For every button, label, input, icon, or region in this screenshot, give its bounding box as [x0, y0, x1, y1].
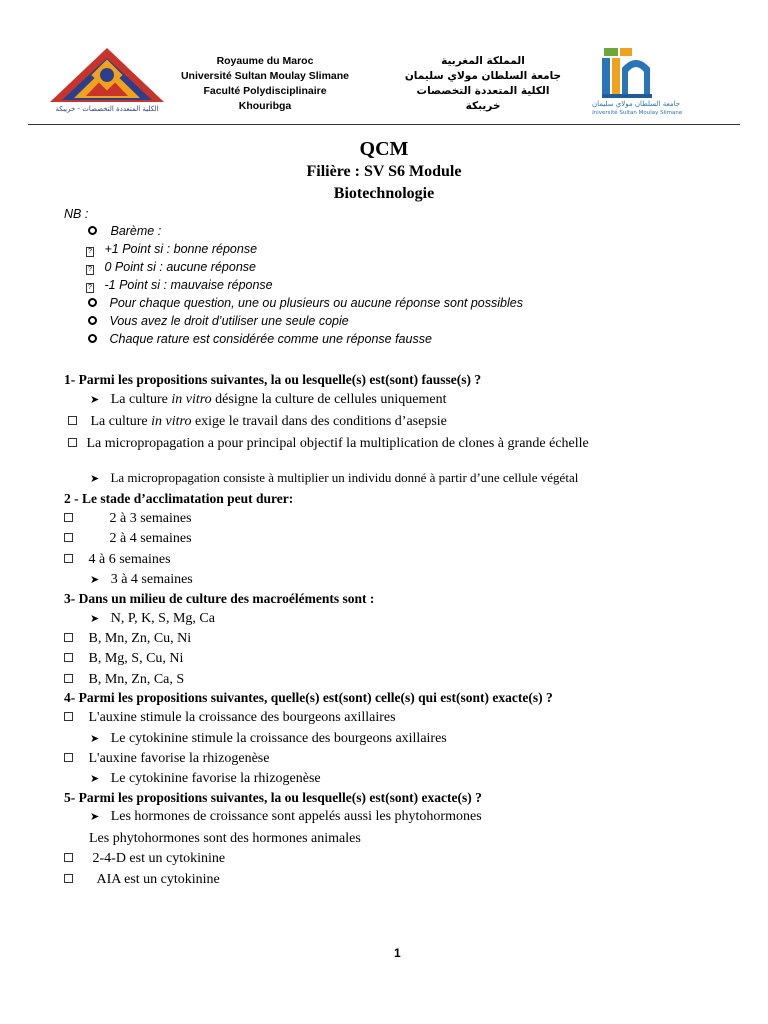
- q1-option-4: [90, 470, 578, 486]
- question-3: 3- Dans un milieu de culture des macroéléments sont :: [64, 591, 375, 606]
- checkbox-icon[interactable]: [64, 712, 73, 721]
- svg-text:الكلية المتعددة التخصصات - خري: الكلية المتعددة التخصصات - خريبكة: [55, 105, 159, 113]
- checkbox-icon[interactable]: [64, 554, 73, 563]
- q4-o3-text: L'auxine favorise la rhizogenèse: [88, 751, 270, 766]
- q2-option-1: [64, 511, 192, 527]
- question-1: 1- Parmi les propositions suivantes, la ou lesquelle(s) est(sont) fausse(s) ?: [64, 372, 482, 387]
- header-left-line-3: Faculté Polydisciplinaire: [203, 85, 327, 97]
- q2-option-2: [64, 531, 192, 547]
- checkbox-icon[interactable]: [64, 533, 73, 542]
- q5-o2-text: Les phytohormones sont des hormones animales: [89, 831, 361, 846]
- nb-zero-text: 0 Point si : aucune réponse: [104, 260, 256, 274]
- header-left-block: [170, 54, 360, 114]
- header-right-line-1: المملكة المغربية: [441, 55, 525, 67]
- q4-option-2: [90, 731, 447, 747]
- checkbox-icon[interactable]: [64, 753, 73, 762]
- checkbox-icon[interactable]: [64, 513, 73, 522]
- arrow-bullet-icon: ➤: [90, 574, 100, 586]
- nb-rule-1: [88, 296, 523, 310]
- header-right-block: [398, 54, 568, 114]
- unknown-glyph-icon: ?: [86, 283, 94, 293]
- faculty-logo: [42, 44, 172, 114]
- q5-option-3: [64, 851, 225, 867]
- q2-o3-text: 4 à 6 semaines: [88, 552, 171, 567]
- unknown-glyph-icon: ?: [86, 247, 94, 257]
- q3-option-3: [64, 651, 183, 667]
- nb-rule-3-text: Chaque rature est considérée comme une réponse fausse: [109, 332, 432, 346]
- title-module: Biotechnologie: [333, 185, 435, 202]
- nb-minus1: [86, 278, 273, 293]
- arrow-bullet-icon: ➤: [90, 733, 100, 745]
- page-number: 1: [394, 946, 401, 960]
- q1-option-3: [68, 436, 589, 452]
- q3-o2-text: B, Mn, Zn, Cu, Ni: [88, 631, 192, 646]
- q3-option-1: [90, 611, 215, 627]
- checkbox-icon[interactable]: [64, 874, 73, 883]
- header-rule: [28, 124, 740, 125]
- q4-o4-text: Le cytokinine favorise la rhizogenèse: [110, 771, 321, 786]
- q2-option-3: [64, 552, 171, 568]
- header-left-line-4: Khouribga: [238, 100, 292, 112]
- header-left-line-2: Université Sultan Moulay Slimane: [180, 70, 350, 82]
- q2-o1-text: 2 à 3 semaines: [109, 511, 192, 526]
- checkbox-icon[interactable]: [64, 653, 73, 662]
- q3-option-4: [64, 672, 184, 688]
- nb-zero: [86, 260, 256, 275]
- arrow-bullet-icon: ➤: [90, 394, 100, 406]
- unknown-glyph-icon: ?: [86, 265, 94, 275]
- q1-option-2: [68, 414, 447, 430]
- nb-rule-2-text: Vous avez le droit d’utiliser une seule copie: [109, 314, 349, 328]
- arrow-bullet-icon: ➤: [90, 613, 100, 625]
- page-title: QCM: [359, 138, 409, 160]
- q1-o2-c: exige le travail dans des conditions d’asepsie: [191, 414, 447, 429]
- arrow-bullet-icon: ➤: [90, 811, 100, 823]
- header-right-line-2: جامعة السلطان مولاي سليمان: [404, 70, 562, 82]
- nb-plus1: [86, 242, 257, 257]
- q4-option-1: [64, 710, 396, 726]
- bullet-circle-icon: [88, 298, 97, 307]
- header-right-line-3: الكلية المتعددة التخصصات: [416, 85, 550, 97]
- arrow-bullet-icon: ➤: [90, 773, 100, 785]
- nb-rule-2: [88, 314, 349, 328]
- nb-rule-1-text: Pour chaque question, une ou plusieurs ou aucune réponse sont possibles: [109, 296, 523, 310]
- q5-o3-text: 2-4-D est un cytokinine: [92, 851, 226, 866]
- q4-option-3: [64, 751, 269, 767]
- nb-bareme-text: Barème :: [110, 224, 162, 238]
- q2-o4-text: 3 à 4 semaines: [110, 572, 193, 587]
- q2-option-4: [90, 572, 193, 588]
- q5-option-1: [90, 809, 482, 825]
- q5-option-4: [64, 872, 220, 888]
- checkbox-icon[interactable]: [64, 633, 73, 642]
- nb-rule-3: [88, 332, 432, 346]
- q1-option-1: [90, 392, 446, 408]
- header-right-line-4: خريبكة: [465, 100, 501, 112]
- q4-o2-text: Le cytokinine stimule la croissance des bourgeons axillaires: [110, 731, 447, 746]
- bullet-circle-icon: [88, 316, 97, 325]
- q1-o2-a: La culture: [90, 414, 152, 429]
- question-4: 4- Parmi les propositions suivantes, quelle(s) est(sont) celle(s) qui est(sont) exacte(s) ?: [64, 690, 553, 705]
- checkbox-icon[interactable]: [64, 674, 73, 683]
- bullet-circle-icon: [88, 334, 97, 343]
- q5-o1-text: Les hormones de croissance sont appelés aussi les phytohormones: [110, 809, 482, 824]
- arrow-bullet-icon: ➤: [90, 473, 100, 485]
- q3-o3-text: B, Mg, S, Cu, Ni: [88, 651, 184, 666]
- svg-text:جامعة السلطان مولاي سليمان: جامعة السلطان مولاي سليمان: [592, 100, 681, 108]
- nb-label: NB :: [64, 207, 89, 221]
- checkbox-icon[interactable]: [68, 416, 77, 425]
- header-left-line-1: Royaume du Maroc: [216, 55, 314, 67]
- q5-o4-text: AIA est un cytokinine: [96, 872, 220, 887]
- q1-o2-b: in vitro: [151, 414, 192, 429]
- q1-o3-text: La micropropagation a pour principal objectif la multiplication de clones à grande échelle: [86, 436, 589, 451]
- q5-option-2: [89, 831, 361, 847]
- bullet-circle-icon: [88, 226, 97, 235]
- q1-o1-a: La culture: [110, 392, 172, 407]
- title-filiere: Filière : SV S6 Module: [306, 163, 462, 180]
- svg-text:Université Sultan Moulay Slima: Université Sultan Moulay Slimane: [592, 110, 682, 116]
- nb-minus1-text: -1 Point si : mauvaise réponse: [104, 278, 273, 292]
- q1-o1-b: in vitro: [171, 392, 212, 407]
- q4-o1-text: L'auxine stimule la croissance des bourgeons axillaires: [88, 710, 396, 725]
- q3-option-2: [64, 631, 191, 647]
- q2-o2-text: 2 à 4 semaines: [109, 531, 192, 546]
- checkbox-icon[interactable]: [68, 438, 77, 447]
- university-logo: [592, 44, 682, 118]
- question-5: 5- Parmi les propositions suivantes, la ou lesquelle(s) est(sont) exacte(s) ?: [64, 790, 482, 805]
- q3-o1-text: N, P, K, S, Mg, Ca: [110, 611, 215, 626]
- nb-bareme: [88, 224, 161, 238]
- q1-o1-c: désigne la culture de cellules uniquement: [211, 392, 447, 407]
- question-2: 2 - Le stade d’acclimatation peut durer:: [64, 491, 294, 506]
- q4-option-4: [90, 771, 321, 787]
- q1-o4-text: La micropropagation consiste à multiplier un individu donné à partir d’une cellule végétal: [110, 470, 579, 485]
- nb-plus1-text: +1 Point si : bonne réponse: [104, 242, 258, 256]
- checkbox-icon[interactable]: [64, 853, 73, 862]
- q3-o4-text: B, Mn, Zn, Ca, S: [88, 672, 185, 687]
